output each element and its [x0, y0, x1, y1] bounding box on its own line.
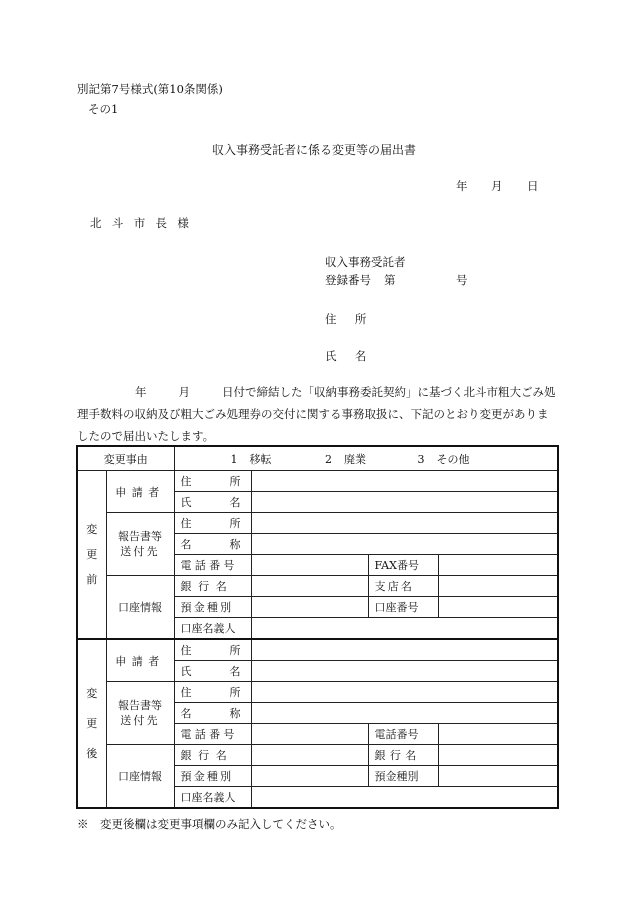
before-bank-field[interactable]: [251, 576, 368, 597]
date-year-label: 年: [456, 179, 468, 193]
before-phone-label: 電話番号: [174, 555, 251, 576]
change-form-table: [76, 445, 559, 809]
date-month-label: 月: [491, 179, 503, 193]
form-sub-reference: その1: [88, 102, 119, 116]
before-account-holder-field[interactable]: [251, 618, 558, 640]
before-deposit-type-label: 預金種別: [174, 597, 251, 618]
before-bank-label: 銀行名: [174, 576, 251, 597]
after-report-title-label: 名 称: [174, 703, 251, 724]
document-title: 収入事務受託者に係る変更等の届出書: [212, 143, 417, 157]
registration-label: 登録番号: [325, 273, 371, 287]
after-section-label: 変更後: [77, 639, 106, 808]
registration-suffix: 号: [456, 273, 468, 287]
paragraph-month: 月: [178, 385, 190, 399]
before-account-info-label: 口座情報: [106, 576, 174, 640]
reason-options: [174, 446, 558, 471]
after-deposit-type-field[interactable]: [251, 766, 368, 787]
before-fax-label: FAX番号: [368, 555, 438, 576]
paragraph-year: 年: [135, 385, 147, 399]
reason-option-closure[interactable]: 2 廃業: [325, 452, 366, 466]
after-report-destination-label: 報告書等 送付先: [106, 682, 174, 745]
before-applicant-address-label: 住 所: [174, 471, 251, 492]
applicant-address-label: 住所: [325, 312, 385, 326]
notification-paragraph: [77, 381, 557, 447]
before-report-title-label: 名 称: [174, 534, 251, 555]
after-applicant-name-field[interactable]: [251, 661, 558, 682]
before-report-title-field[interactable]: [251, 534, 558, 555]
before-account-number-field[interactable]: [438, 597, 558, 618]
before-fax-field[interactable]: [438, 555, 558, 576]
before-report-address-field[interactable]: [251, 513, 558, 534]
before-report-destination-label: 報告書等 送付先: [106, 513, 174, 576]
after-deposit-type-label: 預金種別: [174, 766, 251, 787]
after-applicant-name-label: 氏 名: [174, 661, 251, 682]
before-applicant-label: 申請者: [106, 471, 174, 513]
after-report-address-label: 住 所: [174, 682, 251, 703]
paragraph-body: 日付で締結した「収納事務委託契約」に基づく北斗市粗大ごみ処理手数料の収納及び粗大ごみ処理券の交付に関する事務取扱に、下記のとおり変更がありましたので届出いたします。: [77, 385, 556, 443]
before-branch-label: 支店名: [368, 576, 438, 597]
applicant-role: 収入事務受託者: [325, 255, 406, 269]
reason-option-relocation[interactable]: 1 移転: [230, 452, 272, 466]
after-account-holder-label: 口座名義人: [174, 787, 251, 809]
before-applicant-name-label: 氏 名: [174, 492, 251, 513]
before-branch-field[interactable]: [438, 576, 558, 597]
before-phone-field[interactable]: [251, 555, 368, 576]
after-phone-label-2: 電話番号: [368, 724, 438, 745]
footnote: ※ 変更後欄は変更事項欄のみ記入してください。: [77, 817, 342, 831]
after-bank-field-2[interactable]: [438, 745, 558, 766]
after-bank-field[interactable]: [251, 745, 368, 766]
after-report-address-field[interactable]: [251, 682, 558, 703]
before-report-address-label: 住 所: [174, 513, 251, 534]
addressee: 北斗市長様: [90, 216, 200, 230]
after-deposit-type-field-2[interactable]: [438, 766, 558, 787]
after-phone-field[interactable]: [251, 724, 368, 745]
date-day-label: 日: [527, 179, 539, 193]
after-applicant-label: 申請者: [106, 639, 174, 682]
before-deposit-type-field[interactable]: [251, 597, 368, 618]
after-applicant-address-field[interactable]: [251, 639, 558, 661]
after-bank-label-2: 銀行名: [368, 745, 438, 766]
after-deposit-type-label-2: 預金種別: [368, 766, 438, 787]
reason-label: 変更事由: [77, 446, 174, 471]
after-phone-field-2[interactable]: [438, 724, 558, 745]
before-section-label: 変更前: [77, 471, 106, 640]
after-report-title-field[interactable]: [251, 703, 558, 724]
before-account-number-label: 口座番号: [368, 597, 438, 618]
after-applicant-address-label: 住 所: [174, 639, 251, 661]
form-reference: 別記第7号様式(第10条関係): [77, 82, 223, 96]
after-phone-label: 電話番号: [174, 724, 251, 745]
reason-option-other[interactable]: 3 その他: [417, 452, 470, 466]
after-account-info-label: 口座情報: [106, 745, 174, 809]
before-account-holder-label: 口座名義人: [174, 618, 251, 640]
applicant-name-label: 氏名: [325, 349, 385, 363]
after-bank-label: 銀行名: [174, 745, 251, 766]
before-applicant-name-field[interactable]: [251, 492, 558, 513]
registration-prefix: 第: [384, 273, 396, 287]
after-account-holder-field[interactable]: [251, 787, 558, 809]
before-applicant-address-field[interactable]: [251, 471, 558, 492]
